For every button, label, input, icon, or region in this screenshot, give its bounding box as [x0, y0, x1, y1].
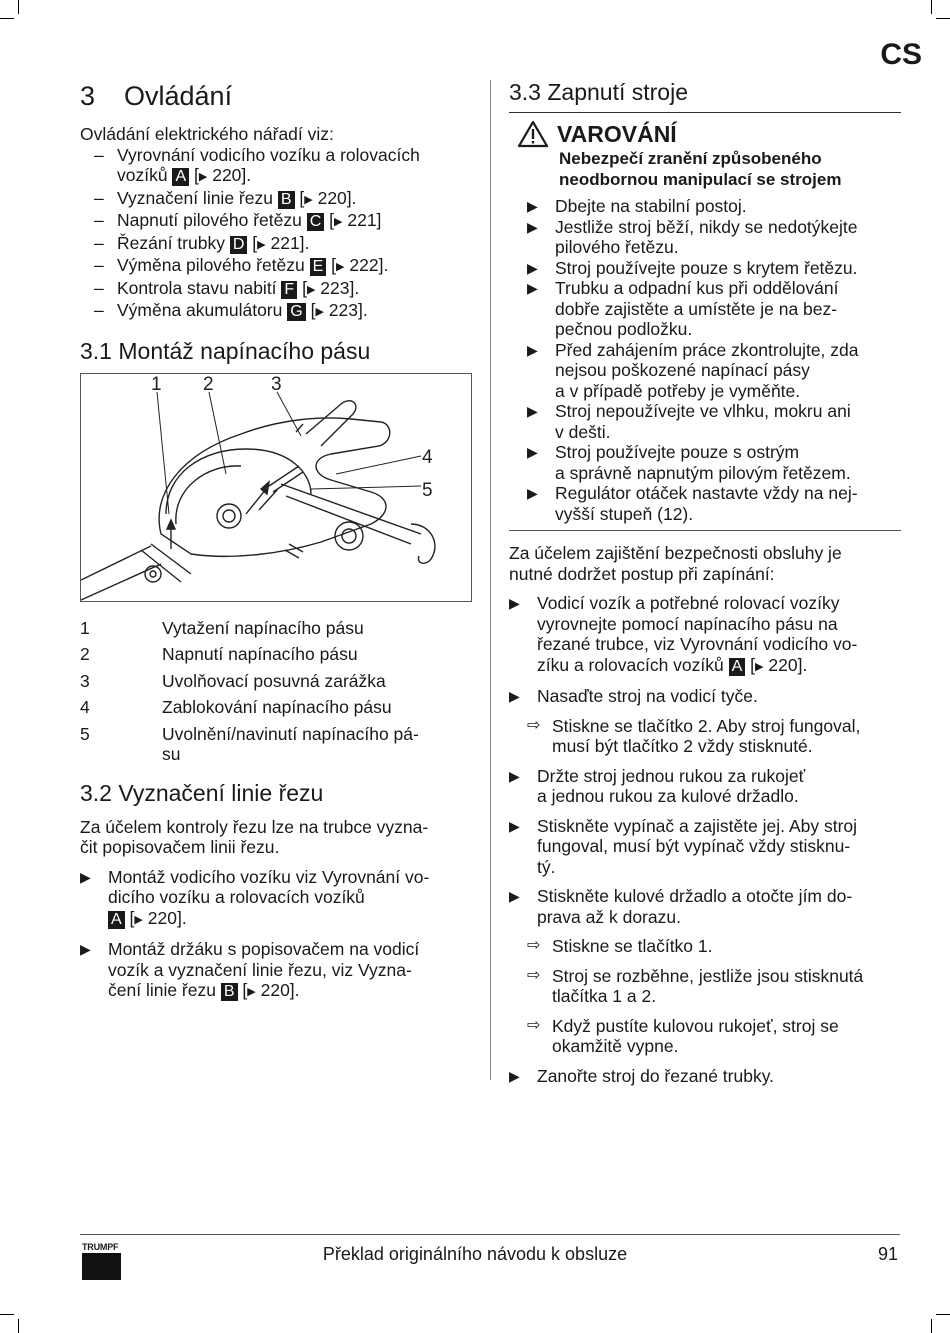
- page-ref-arrow-icon: ▶: [247, 986, 256, 998]
- result-arrow-icon: ⇨: [527, 716, 541, 734]
- warning-item: ▶ Trubku a odpadní kus při oddělování dobře zajistěte a umístěte je na bez- pečnou podložku.: [527, 278, 839, 339]
- tension-belt-figure: [80, 373, 472, 602]
- list-item: – Výměna pilového řetězu E [▶ 222].: [80, 255, 472, 278]
- ratchet-illustration: [81, 374, 471, 601]
- action-step: ▶ Nasaďte stroj na vodicí tyče.: [509, 686, 758, 706]
- crop-mark: [936, 1314, 950, 1315]
- result-item: ⇨ Stiskne se tlačítko 1.: [527, 936, 713, 956]
- triangle-bullet-icon: ▶: [527, 259, 538, 276]
- triangle-bullet-icon: ▶: [509, 1067, 520, 1084]
- list-item: – Výměna akumulátoru G [▶ 223].: [80, 300, 472, 323]
- triangle-bullet-icon: ▶: [527, 218, 538, 235]
- footer-divider: [80, 1234, 900, 1235]
- procedure-intro: Za účelem zajištění bezpečnosti obsluhy je nutné dodržet postup při zapínání:: [509, 543, 842, 584]
- section-heading-3-1: 3.1 Montáž napínacího pásu: [80, 337, 371, 364]
- triangle-bullet-icon: ▶: [509, 595, 520, 611]
- page-ref-link[interactable]: 220].: [763, 654, 808, 675]
- action-step: ▶ Stiskněte kulové držadlo a otočte jím do- prava až k dorazu.: [509, 886, 853, 927]
- page-ref-arrow-icon: ▶: [336, 261, 345, 273]
- result-item: ⇨ Stroj se rozběhne, jestliže jsou stisknutá tlačítka 1 a 2.: [527, 965, 864, 1006]
- triangle-bullet-icon: ▶: [527, 341, 538, 358]
- action-step: ▶ Zanořte stroj do řezané trubky.: [509, 1065, 775, 1086]
- warning-item: ▶ Před zahájením práce zkontrolujte, zda nejsou poškozené napínací pásy a v případě potřeby je vyměňte.: [527, 339, 859, 401]
- figure-label: 5: [422, 479, 433, 501]
- language-code: CS: [880, 38, 922, 71]
- triangle-bullet-icon: ▶: [509, 767, 520, 784]
- result-item: ⇨ Stiskne se tlačítko 2. Aby stroj fungoval, musí být tlačítko 2 vždy stisknuté.: [527, 715, 861, 756]
- page-ref-link[interactable]: 220].: [142, 907, 187, 928]
- section-heading-3-2: 3.2 Vyznačení linie řezu: [80, 779, 324, 806]
- triangle-bullet-icon: ▶: [527, 444, 538, 460]
- page-ref-arrow-icon: ▶: [304, 193, 313, 206]
- footer-title: Překlad originálního návodu k obsluze: [322, 1244, 628, 1264]
- result-arrow-icon: ⇨: [527, 937, 541, 954]
- triangle-bullet-icon: ▶: [527, 403, 538, 419]
- triangle-bullet-icon: ▶: [80, 868, 91, 885]
- action-step: ▶ Montáž vodicího vozíku viz Vyrovnání vo- dicího vozíku a rolovacích vozíků A [▶ 220].: [80, 866, 430, 928]
- page-ref-link[interactable]: 223].: [323, 300, 368, 320]
- triangle-bullet-icon: ▶: [80, 941, 91, 957]
- chapter-heading: 3 Ovládání: [80, 81, 233, 111]
- triangle-bullet-icon: ▶: [509, 688, 520, 704]
- page-ref-arrow-icon: ▶: [755, 660, 764, 673]
- triangle-bullet-icon: ▶: [527, 198, 538, 214]
- section-intro: Za účelem kontroly řezu lze na trubce vyzna- čit popisovačem linii řezu.: [80, 816, 429, 857]
- page-number: 91: [877, 1244, 898, 1264]
- result-arrow-icon: ⇨: [527, 966, 541, 984]
- legend-row: 2 Napnutí napínacího pásu: [80, 644, 358, 664]
- left-column: [80, 80, 472, 1003]
- action-step: ▶ Vodicí vozík a potřebné rolovací vozíky vyrovnejte pomocí napínacího pásu na řezané trubce, viz Vyrovnání vodicího vo- zíku a rolovacích vozíků A [▶ 220].: [509, 593, 858, 675]
- warning-item: ▶ Regulátor otáček nastavte vždy na nej- vyšší stupeň (12).: [527, 483, 858, 524]
- list-item: – Vyznačení linie řezu B [▶ 220].: [80, 188, 472, 211]
- list-item: – Kontrola stavu nabití F [▶ 223].: [80, 278, 472, 301]
- section-heading-3-3: 3.3 Zapnutí stroje: [509, 79, 688, 105]
- legend-row: 3 Uvolňovací posuvná zarážka: [80, 670, 386, 691]
- warning-item: ▶ Stroj používejte pouze s krytem řetězu.: [527, 257, 858, 278]
- triangle-bullet-icon: ▶: [509, 817, 520, 834]
- warning-subtitle: Nebezpečí zranění způsobeného neodbornou manipulací se strojem: [559, 149, 842, 189]
- figure-ref-box[interactable]: G: [287, 303, 305, 321]
- page-ref-arrow-icon: ▶: [257, 238, 266, 251]
- page-ref-arrow-icon: ▶: [315, 306, 324, 318]
- crop-mark: [18, 1319, 19, 1333]
- action-step: ▶ Stiskněte vypínač a zajistěte jej. Aby stroj fungoval, musí být vypínač vždy stisknu- tý.: [509, 815, 858, 877]
- triangle-bullet-icon: ▶: [509, 888, 520, 904]
- triangle-bullet-icon: ▶: [527, 280, 538, 296]
- figure-ref-box[interactable]: A: [172, 168, 189, 186]
- warning-title: VAROVÁNÍ: [509, 119, 901, 149]
- page-ref-link[interactable]: 222].: [344, 255, 389, 275]
- warning-item: ▶ Stroj používejte pouze s ostrým a správně napnutým pilovým řetězem.: [527, 442, 851, 483]
- crop-mark: [931, 1319, 932, 1333]
- legend-row: 5 Uvolnění/navinutí napínacího pá- su: [80, 723, 419, 764]
- action-step: ▶ Držte stroj jednou rukou za rukojeť a jednou rukou za kulové držadlo.: [509, 765, 806, 806]
- trumpf-logo: TRUMPF: [82, 1242, 122, 1280]
- figure-ref-box[interactable]: A: [108, 911, 125, 929]
- warning-item: ▶ Stroj nepoužívejte ve vlhku, mokru ani v dešti.: [527, 401, 851, 442]
- action-step: ▶ Montáž držáku s popisovačem na vodicí vozík a vyznačení linie řezu, viz Vyzna- čení linie řezu B [▶ 220].: [80, 939, 420, 1000]
- figure-ref-box[interactable]: E: [310, 258, 327, 276]
- figure-ref-box[interactable]: C: [307, 213, 325, 231]
- figure-label: 3: [271, 373, 282, 395]
- warning-item: ▶ Dbejte na stabilní postoj.: [527, 196, 747, 216]
- triangle-bullet-icon: ▶: [527, 485, 538, 501]
- crop-mark: [931, 0, 932, 14]
- figure-ref-box[interactable]: D: [230, 236, 248, 254]
- right-column: [509, 78, 901, 1086]
- figure-label: 4: [422, 446, 433, 468]
- figure-ref-box[interactable]: F: [281, 281, 297, 299]
- warning-item: ▶ Jestliže stroj běží, nikdy se nedotýkejte pilového řetězu.: [527, 216, 858, 257]
- crop-mark: [0, 18, 14, 19]
- crop-mark: [0, 1314, 14, 1315]
- crop-mark: [18, 0, 19, 14]
- legend-row: 4 Zablokování napínacího pásu: [80, 697, 392, 717]
- result-item: ⇨ Když pustíte kulovou rukojeť, stroj se okamžitě vypne.: [527, 1015, 839, 1056]
- figure-ref-box[interactable]: A: [729, 658, 746, 676]
- figure-label: 2: [203, 373, 214, 395]
- page-ref-arrow-icon: ▶: [134, 913, 143, 926]
- figure-legend: [80, 618, 472, 765]
- page-ref-link[interactable]: 220].: [312, 187, 357, 208]
- page-ref-link[interactable]: 223].: [315, 277, 360, 298]
- column-divider: [490, 80, 491, 1080]
- page-ref-link[interactable]: 220].: [255, 980, 300, 1000]
- figure-ref-box[interactable]: B: [278, 191, 295, 209]
- page-ref-link[interactable]: 221].: [265, 232, 310, 253]
- page-ref-link[interactable]: 221]: [342, 210, 382, 230]
- page-ref-link[interactable]: 220].: [207, 165, 252, 185]
- intro-text: Ovládání elektrického nářadí viz:: [80, 124, 334, 144]
- page-ref-arrow-icon: ▶: [306, 283, 316, 296]
- warning-triangle-icon: [517, 120, 549, 148]
- list-item: – Napnutí pilového řetězu C [▶ 221]: [80, 210, 472, 233]
- legend-row: 1 Vytažení napínacího pásu: [80, 617, 364, 638]
- figure-ref-box[interactable]: B: [221, 983, 238, 1001]
- result-arrow-icon: ⇨: [527, 1016, 541, 1034]
- figure-label: 1: [151, 373, 162, 395]
- page-ref-arrow-icon: ▶: [198, 171, 208, 183]
- warning-box: [509, 112, 901, 531]
- list-item: – Vyrovnání vodicího vozíku a rolovacích vozíků A [▶ 220].: [80, 145, 472, 188]
- page-ref-arrow-icon: ▶: [334, 216, 343, 228]
- list-item: – Řezání trubky D [▶ 221].: [80, 233, 472, 256]
- crop-mark: [936, 18, 950, 19]
